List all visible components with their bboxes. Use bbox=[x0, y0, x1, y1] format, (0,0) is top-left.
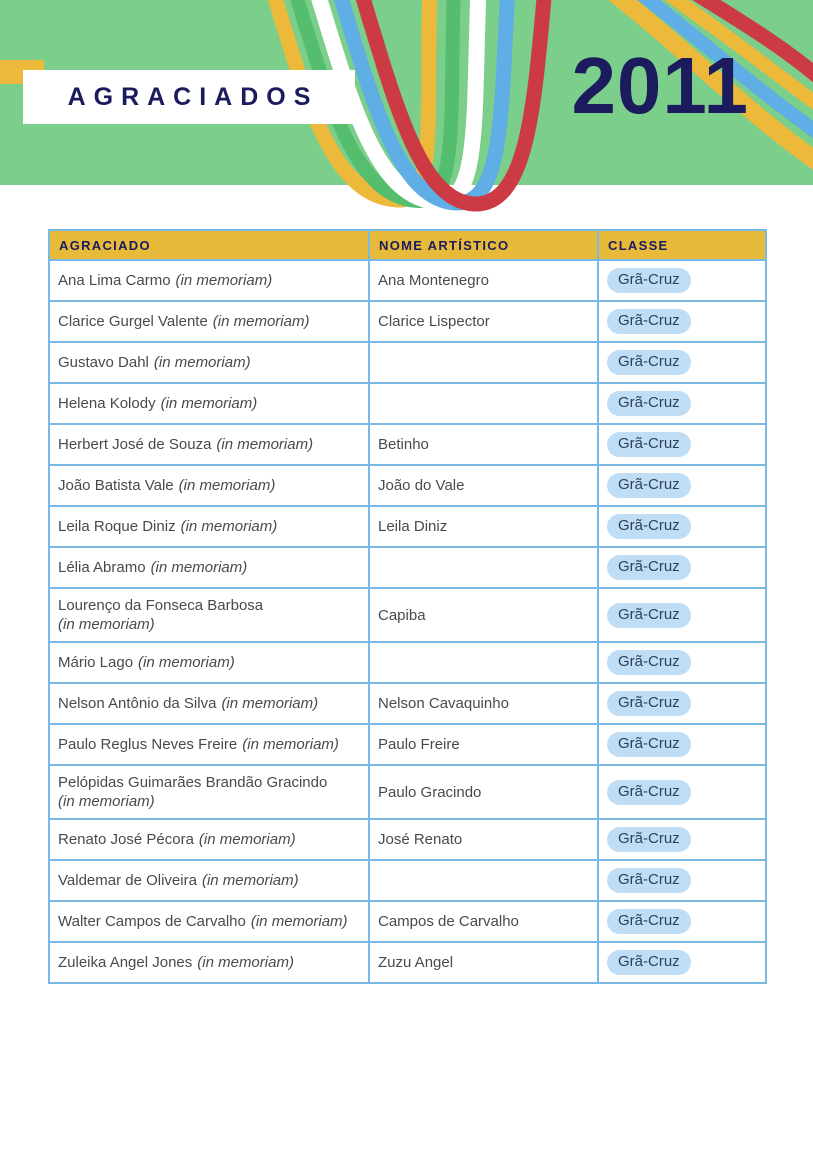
classe-badge: Grã-Cruz bbox=[607, 827, 691, 852]
table-row bbox=[49, 383, 766, 424]
honoree-cell bbox=[49, 301, 369, 342]
table-row bbox=[49, 819, 766, 860]
title-box bbox=[23, 70, 355, 124]
memoriam-note: (in memoriam) bbox=[150, 559, 248, 576]
classe-cell bbox=[598, 642, 766, 683]
classe-cell bbox=[598, 765, 766, 819]
table-row bbox=[49, 765, 766, 819]
classe-cell bbox=[598, 383, 766, 424]
artistic-name-cell: Nelson Cavaquinho bbox=[369, 683, 598, 724]
honoree-name: Zuleika Angel Jones bbox=[58, 954, 193, 971]
classe-cell bbox=[598, 342, 766, 383]
artistic-name-cell bbox=[369, 547, 598, 588]
classe-cell bbox=[598, 465, 766, 506]
honoree-name: Nelson Antônio da Silva bbox=[58, 695, 217, 712]
artistic-name-cell: Zuzu Angel bbox=[369, 942, 598, 983]
memoriam-note: (in memoriam) bbox=[58, 793, 155, 810]
artistic-name-cell bbox=[369, 860, 598, 901]
table-row bbox=[49, 901, 766, 942]
honoree-name: Renato José Pécora bbox=[58, 831, 194, 848]
col-header-nome-artistico: NOME ARTÍSTICO bbox=[369, 230, 598, 260]
classe-cell bbox=[598, 424, 766, 465]
memoriam-note: (in memoriam) bbox=[212, 313, 310, 330]
classe-cell bbox=[598, 547, 766, 588]
honoree-name: Helena Kolody bbox=[58, 395, 156, 412]
classe-badge: Grã-Cruz bbox=[607, 268, 691, 293]
memoriam-note: (in memoriam) bbox=[216, 436, 314, 453]
classe-badge: Grã-Cruz bbox=[607, 732, 691, 757]
content-area bbox=[0, 185, 813, 984]
year-heading: 2011 bbox=[571, 41, 749, 130]
honoree-cell bbox=[49, 642, 369, 683]
memoriam-note: (in memoriam) bbox=[201, 872, 299, 889]
table-row bbox=[49, 860, 766, 901]
memoriam-note: (in memoriam) bbox=[58, 616, 155, 633]
page-title: AGRACIADOS bbox=[67, 82, 319, 111]
classe-badge: Grã-Cruz bbox=[607, 391, 691, 416]
honoree-cell bbox=[49, 683, 369, 724]
classe-cell bbox=[598, 301, 766, 342]
artistic-name-cell: Ana Montenegro bbox=[369, 260, 598, 301]
honoree-name: João Batista Vale bbox=[58, 477, 174, 494]
honoree-cell bbox=[49, 724, 369, 765]
honoree-name: Walter Campos de Carvalho bbox=[58, 913, 246, 930]
memoriam-note: (in memoriam) bbox=[242, 736, 339, 753]
memoriam-note: (in memoriam) bbox=[175, 272, 273, 289]
classe-cell bbox=[598, 942, 766, 983]
memoriam-note: (in memoriam) bbox=[178, 477, 276, 494]
table-row bbox=[49, 683, 766, 724]
classe-cell bbox=[598, 860, 766, 901]
classe-badge: Grã-Cruz bbox=[607, 432, 691, 457]
honoree-name: Pelópidas Guimarães Brandão Gracindo bbox=[58, 774, 328, 791]
artistic-name-cell bbox=[369, 642, 598, 683]
artistic-name-cell: Betinho bbox=[369, 424, 598, 465]
honoree-name: Lélia Abramo bbox=[58, 559, 146, 576]
memoriam-note: (in memoriam) bbox=[180, 518, 278, 535]
memoriam-note: (in memoriam) bbox=[221, 695, 319, 712]
col-header-classe: CLASSE bbox=[598, 230, 766, 260]
classe-badge: Grã-Cruz bbox=[607, 555, 691, 580]
table-row bbox=[49, 506, 766, 547]
honoree-name: Paulo Reglus Neves Freire bbox=[58, 736, 238, 753]
table-row bbox=[49, 724, 766, 765]
honoree-cell bbox=[49, 942, 369, 983]
col-header-agraciado: AGRACIADO bbox=[49, 230, 369, 260]
artistic-name-cell: Capiba bbox=[369, 588, 598, 642]
honoree-cell bbox=[49, 342, 369, 383]
honoree-name: Lourenço da Fonseca Barbosa bbox=[58, 597, 264, 614]
classe-badge: Grã-Cruz bbox=[607, 909, 691, 934]
honoree-cell bbox=[49, 260, 369, 301]
honoree-cell bbox=[49, 765, 369, 819]
table-row bbox=[49, 342, 766, 383]
honoree-cell bbox=[49, 901, 369, 942]
classe-badge: Grã-Cruz bbox=[607, 780, 691, 805]
artistic-name-cell: Clarice Lispector bbox=[369, 301, 598, 342]
table-row bbox=[49, 465, 766, 506]
artistic-name-cell bbox=[369, 383, 598, 424]
honoree-name: Gustavo Dahl bbox=[58, 354, 149, 371]
classe-cell bbox=[598, 901, 766, 942]
classe-cell bbox=[598, 260, 766, 301]
honoree-cell bbox=[49, 819, 369, 860]
table-row bbox=[49, 424, 766, 465]
artistic-name-cell: Paulo Gracindo bbox=[369, 765, 598, 819]
classe-badge: Grã-Cruz bbox=[607, 473, 691, 498]
honoree-cell bbox=[49, 860, 369, 901]
memoriam-note: (in memoriam) bbox=[153, 354, 251, 371]
classe-cell bbox=[598, 683, 766, 724]
memoriam-note: (in memoriam) bbox=[197, 954, 294, 971]
honoree-cell bbox=[49, 588, 369, 642]
table-row bbox=[49, 588, 766, 642]
honoree-name: Valdemar de Oliveira bbox=[58, 872, 197, 889]
table-row bbox=[49, 260, 766, 301]
honoree-cell bbox=[49, 506, 369, 547]
classe-badge: Grã-Cruz bbox=[607, 691, 691, 716]
classe-badge: Grã-Cruz bbox=[607, 868, 691, 893]
honoree-cell bbox=[49, 383, 369, 424]
honoree-name: Ana Lima Carmo bbox=[58, 272, 171, 289]
classe-cell bbox=[598, 724, 766, 765]
honoree-cell bbox=[49, 547, 369, 588]
honoree-cell bbox=[49, 465, 369, 506]
classe-cell bbox=[598, 588, 766, 642]
honoree-name: Mário Lago bbox=[58, 654, 134, 671]
classe-badge: Grã-Cruz bbox=[607, 309, 691, 334]
classe-cell bbox=[598, 819, 766, 860]
classe-badge: Grã-Cruz bbox=[607, 350, 691, 375]
classe-cell bbox=[598, 506, 766, 547]
artistic-name-cell: Leila Diniz bbox=[369, 506, 598, 547]
honoree-name: Leila Roque Diniz bbox=[58, 518, 176, 535]
honorees-table bbox=[48, 229, 767, 984]
table-row bbox=[49, 642, 766, 683]
classe-badge: Grã-Cruz bbox=[607, 514, 691, 539]
artistic-name-cell bbox=[369, 342, 598, 383]
honoree-name: Herbert José de Souza bbox=[58, 436, 212, 453]
banner bbox=[0, 0, 813, 185]
honoree-name: Clarice Gurgel Valente bbox=[58, 313, 208, 330]
table-row bbox=[49, 942, 766, 983]
table-row bbox=[49, 547, 766, 588]
artistic-name-cell: Paulo Freire bbox=[369, 724, 598, 765]
table-row bbox=[49, 301, 766, 342]
memoriam-note: (in memoriam) bbox=[138, 654, 235, 671]
artistic-name-cell: José Renato bbox=[369, 819, 598, 860]
classe-badge: Grã-Cruz bbox=[607, 950, 691, 975]
classe-badge: Grã-Cruz bbox=[607, 650, 691, 675]
table-body bbox=[49, 260, 766, 983]
table-header-row bbox=[49, 230, 766, 260]
artistic-name-cell: Campos de Carvalho bbox=[369, 901, 598, 942]
artistic-name-cell: João do Vale bbox=[369, 465, 598, 506]
memoriam-note: (in memoriam) bbox=[250, 913, 348, 930]
memoriam-note: (in memoriam) bbox=[198, 831, 296, 848]
memoriam-note: (in memoriam) bbox=[160, 395, 258, 412]
honoree-cell bbox=[49, 424, 369, 465]
classe-badge: Grã-Cruz bbox=[607, 603, 691, 628]
